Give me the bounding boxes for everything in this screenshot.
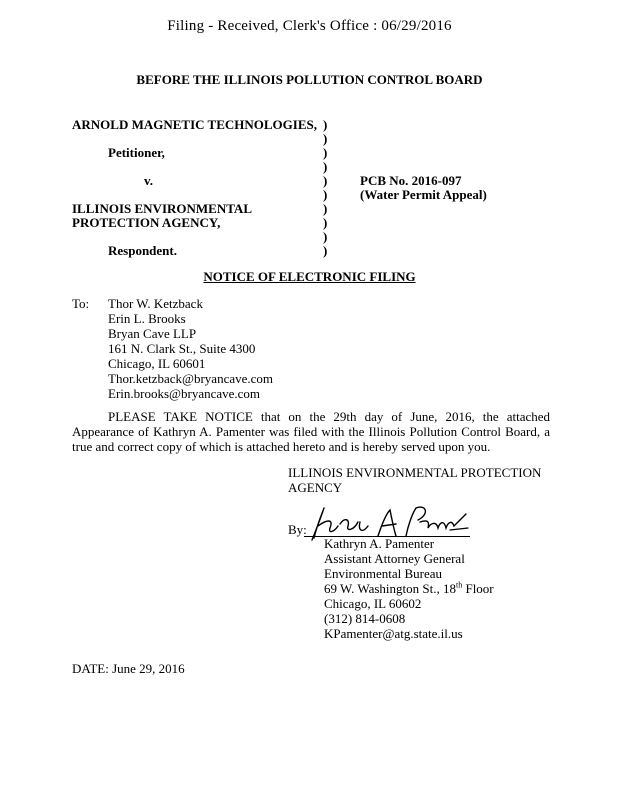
caption-paren: ) [323, 117, 328, 132]
case-type: (Water Permit Appeal) [360, 187, 487, 202]
agency-line2: AGENCY [288, 480, 343, 495]
caption-paren: ) [323, 243, 328, 258]
by-label: By: [288, 522, 307, 537]
caption-paren: ) [323, 215, 328, 230]
address-prefix: 69 W. Washington St., 18 [324, 581, 456, 596]
petitioner-role: Petitioner, [108, 145, 165, 160]
caption-paren: ) [323, 229, 328, 244]
respondent-name-line2: PROTECTION AGENCY, [72, 215, 221, 230]
signer-block [324, 536, 494, 641]
caption-paren: ) [323, 131, 328, 146]
to-label: To: [72, 296, 90, 311]
caption-paren: ) [323, 201, 328, 216]
signer-name: Kathryn A. Pamenter [324, 536, 435, 551]
recipient-line: Chicago, IL 60601 [108, 356, 206, 371]
signer-city: Chicago, IL 60602 [324, 596, 422, 611]
address-ordinal: th [455, 580, 463, 590]
notice-paragraph: PLEASE TAKE NOTICE that on the 29th day of June, 2016, the attached Appearance of Kathryn A. Pamenter was filed with the Illinois Pollution Control Board, a true and correct copy of which is attached hereto and is hereby served upon you. [72, 409, 550, 454]
signer-address [324, 581, 494, 596]
petitioner-name: ARNOLD MAGNETIC TECHNOLOGIES, [72, 117, 317, 132]
address-suffix: Floor [462, 581, 494, 596]
recipient-line: Bryan Cave LLP [108, 326, 197, 341]
signer-email: KPamenter@atg.state.il.us [324, 626, 463, 641]
caption-paren: ) [323, 145, 328, 160]
notice-title: NOTICE OF ELECTRONIC FILING [203, 269, 416, 284]
signer-title: Assistant Attorney General [324, 551, 465, 566]
signer-bureau: Environmental Bureau [324, 566, 443, 581]
respondent-name-line1: ILLINOIS ENVIRONMENTAL [72, 201, 252, 216]
board-title: BEFORE THE ILLINOIS POLLUTION CONTROL BOARD [136, 72, 483, 87]
caption-paren: ) [323, 159, 328, 174]
versus-label: v. [144, 173, 154, 188]
recipient-block [108, 296, 273, 401]
recipient-email: Erin.brooks@bryancave.com [108, 386, 261, 401]
recipient-line: Thor W. Ketzback [108, 296, 203, 311]
caption-paren: ) [323, 187, 328, 202]
date-line: DATE: June 29, 2016 [72, 661, 185, 676]
agency-line1: ILLINOIS ENVIRONMENTAL PROTECTION [288, 465, 542, 480]
caption-paren: ) [323, 173, 328, 188]
recipient-line: 161 N. Clark St., Suite 4300 [108, 341, 256, 356]
recipient-email: Thor.ketzback@bryancave.com [108, 371, 274, 386]
recipient-line: Erin L. Brooks [108, 311, 186, 326]
case-number: PCB No. 2016-097 [360, 173, 462, 188]
signer-phone: (312) 814-0608 [324, 611, 406, 626]
respondent-role: Respondent. [108, 243, 177, 258]
filing-stamp: Filing - Received, Clerk's Office : 06/29/2016 [167, 18, 452, 34]
